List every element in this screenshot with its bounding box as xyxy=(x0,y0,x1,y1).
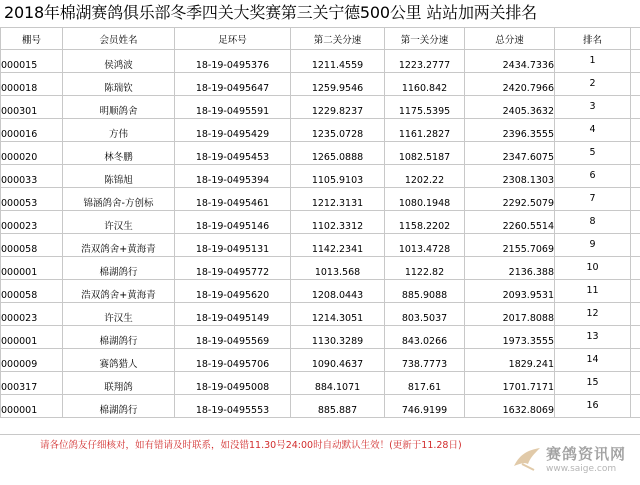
pigeon-logo-icon xyxy=(512,446,542,472)
empty-column-cell xyxy=(631,349,640,372)
cell-stage1-speed: 1223.2777 xyxy=(385,50,465,73)
empty-column-cell xyxy=(631,28,640,50)
cell-loft-no: 000053 xyxy=(1,188,63,211)
cell-stage1-speed: 843.0266 xyxy=(385,326,465,349)
empty-column-cell xyxy=(631,142,640,165)
cell-total-speed: 2405.3632 xyxy=(465,96,555,119)
cell-loft-no: 000317 xyxy=(1,372,63,395)
cell-total-speed: 2308.1303 xyxy=(465,165,555,188)
cell-stage1-speed: 803.5037 xyxy=(385,303,465,326)
cell-rank: 10 xyxy=(555,257,631,280)
cell-loft-no: 000001 xyxy=(1,257,63,280)
watermark xyxy=(512,443,626,474)
cell-stage1-speed: 1160.842 xyxy=(385,73,465,96)
column-header-member-name: 会员姓名 xyxy=(63,28,175,50)
cell-stage1-speed: 817.61 xyxy=(385,372,465,395)
empty-column-cell xyxy=(631,73,640,96)
cell-stage1-speed: 1202.22 xyxy=(385,165,465,188)
cell-total-speed: 1829.241 xyxy=(465,349,555,372)
cell-stage2-speed: 1105.9103 xyxy=(291,165,385,188)
cell-stage2-speed: 1212.3131 xyxy=(291,188,385,211)
cell-stage1-speed: 1013.4728 xyxy=(385,234,465,257)
cell-total-speed: 2017.8088 xyxy=(465,303,555,326)
cell-rank: 16 xyxy=(555,395,631,418)
cell-ring-no: 18-19-0495772 xyxy=(175,257,291,280)
table-row xyxy=(1,50,640,73)
cell-stage2-speed: 1229.8237 xyxy=(291,96,385,119)
cell-total-speed: 1632.8069 xyxy=(465,395,555,418)
cell-ring-no: 18-19-0495569 xyxy=(175,326,291,349)
column-header-total-speed: 总分速 xyxy=(465,28,555,50)
cell-total-speed: 2420.7966 xyxy=(465,73,555,96)
cell-total-speed: 2260.5514 xyxy=(465,211,555,234)
cell-rank: 9 xyxy=(555,234,631,257)
cell-ring-no: 18-19-0495461 xyxy=(175,188,291,211)
cell-member-name: 棉湖鸽行 xyxy=(63,257,175,280)
table-row xyxy=(1,73,640,96)
table-row xyxy=(1,372,640,395)
table-row xyxy=(1,188,640,211)
cell-total-speed: 2396.3555 xyxy=(465,119,555,142)
cell-rank: 4 xyxy=(555,119,631,142)
table-row xyxy=(1,303,640,326)
cell-ring-no: 18-19-0495131 xyxy=(175,234,291,257)
cell-stage1-speed: 1080.1948 xyxy=(385,188,465,211)
cell-member-name: 锦涵鸽舍-方创标 xyxy=(63,188,175,211)
table-row xyxy=(1,326,640,349)
cell-ring-no: 18-19-0495008 xyxy=(175,372,291,395)
cell-stage2-speed: 884.1071 xyxy=(291,372,385,395)
cell-total-speed: 2292.5079 xyxy=(465,188,555,211)
cell-stage2-speed: 1102.3312 xyxy=(291,211,385,234)
cell-stage2-speed: 1208.0443 xyxy=(291,280,385,303)
cell-stage1-speed: 746.9199 xyxy=(385,395,465,418)
column-header-stage1-speed: 第一关分速 xyxy=(385,28,465,50)
table-body xyxy=(1,50,640,418)
watermark-site-name: 赛鸽资讯网 xyxy=(546,443,626,464)
cell-member-name: 浩双鸽舍+黄海青 xyxy=(63,280,175,303)
cell-rank: 11 xyxy=(555,280,631,303)
cell-loft-no: 000033 xyxy=(1,165,63,188)
cell-stage2-speed: 1211.4559 xyxy=(291,50,385,73)
empty-column-cell xyxy=(631,303,640,326)
notice-area xyxy=(0,434,640,485)
cell-member-name: 陈锦旭 xyxy=(63,165,175,188)
cell-member-name: 许汉生 xyxy=(63,211,175,234)
cell-ring-no: 18-19-0495394 xyxy=(175,165,291,188)
table-row xyxy=(1,165,640,188)
cell-rank: 2 xyxy=(555,73,631,96)
cell-loft-no: 000301 xyxy=(1,96,63,119)
empty-column-cell xyxy=(631,257,640,280)
cell-stage1-speed: 1158.2202 xyxy=(385,211,465,234)
cell-loft-no: 000023 xyxy=(1,303,63,326)
empty-column-cell xyxy=(631,119,640,142)
cell-ring-no: 18-19-0495620 xyxy=(175,280,291,303)
cell-ring-no: 18-19-0495453 xyxy=(175,142,291,165)
cell-loft-no: 000058 xyxy=(1,234,63,257)
column-header-ring-no: 足环号 xyxy=(175,28,291,50)
cell-loft-no: 000020 xyxy=(1,142,63,165)
cell-total-speed: 2155.7069 xyxy=(465,234,555,257)
table-row xyxy=(1,257,640,280)
table-row xyxy=(1,142,640,165)
cell-member-name: 陈瑞钦 xyxy=(63,73,175,96)
empty-column-cell xyxy=(631,211,640,234)
cell-member-name: 明顺鸽舍 xyxy=(63,96,175,119)
empty-column-cell xyxy=(631,188,640,211)
cell-rank: 13 xyxy=(555,326,631,349)
cell-total-speed: 2093.9531 xyxy=(465,280,555,303)
cell-member-name: 棉湖鸽行 xyxy=(63,395,175,418)
cell-stage1-speed: 885.9088 xyxy=(385,280,465,303)
cell-ring-no: 18-19-0495553 xyxy=(175,395,291,418)
cell-rank: 15 xyxy=(555,372,631,395)
cell-rank: 5 xyxy=(555,142,631,165)
cell-rank: 3 xyxy=(555,96,631,119)
cell-stage2-speed: 1090.4637 xyxy=(291,349,385,372)
cell-rank: 1 xyxy=(555,50,631,73)
cell-stage2-speed: 1214.3051 xyxy=(291,303,385,326)
cell-total-speed: 2136.388 xyxy=(465,257,555,280)
cell-total-speed: 1701.7171 xyxy=(465,372,555,395)
table-row xyxy=(1,349,640,372)
cell-loft-no: 000058 xyxy=(1,280,63,303)
column-header-rank: 排名 xyxy=(555,28,631,50)
cell-member-name: 联翔鸽 xyxy=(63,372,175,395)
empty-column-cell xyxy=(631,395,640,418)
cell-member-name: 浩双鸽舍+黄海青 xyxy=(63,234,175,257)
table-row xyxy=(1,280,640,303)
cell-ring-no: 18-19-0495706 xyxy=(175,349,291,372)
table-row xyxy=(1,211,640,234)
cell-loft-no: 000023 xyxy=(1,211,63,234)
cell-total-speed: 2347.6075 xyxy=(465,142,555,165)
cell-rank: 8 xyxy=(555,211,631,234)
cell-member-name: 方伟 xyxy=(63,119,175,142)
cell-stage2-speed: 885.887 xyxy=(291,395,385,418)
cell-stage2-speed: 1259.9546 xyxy=(291,73,385,96)
cell-stage1-speed: 1122.82 xyxy=(385,257,465,280)
cell-stage1-speed: 1175.5395 xyxy=(385,96,465,119)
empty-column-cell xyxy=(631,280,640,303)
cell-member-name: 许汉生 xyxy=(63,303,175,326)
cell-ring-no: 18-19-0495376 xyxy=(175,50,291,73)
cell-ring-no: 18-19-0495647 xyxy=(175,73,291,96)
page-title: 2018年棉湖赛鸽俱乐部冬季四关大奖赛第三关宁德500公里 站站加两关排名 xyxy=(4,2,537,24)
cell-member-name: 棉湖鸽行 xyxy=(63,326,175,349)
cell-ring-no: 18-19-0495149 xyxy=(175,303,291,326)
column-header-loft-no: 棚号 xyxy=(1,28,63,50)
cell-loft-no: 000001 xyxy=(1,326,63,349)
empty-column-cell xyxy=(631,326,640,349)
cell-ring-no: 18-19-0495429 xyxy=(175,119,291,142)
cell-loft-no: 000018 xyxy=(1,73,63,96)
table-row xyxy=(1,119,640,142)
table-row xyxy=(1,395,640,418)
cell-rank: 12 xyxy=(555,303,631,326)
empty-column-cell xyxy=(631,234,640,257)
empty-column-cell xyxy=(631,96,640,119)
table-row xyxy=(1,234,640,257)
column-header-stage2-speed: 第二关分速 xyxy=(291,28,385,50)
cell-ring-no: 18-19-0495591 xyxy=(175,96,291,119)
cell-ring-no: 18-19-0495146 xyxy=(175,211,291,234)
cell-rank: 7 xyxy=(555,188,631,211)
cell-loft-no: 000015 xyxy=(1,50,63,73)
cell-stage2-speed: 1013.568 xyxy=(291,257,385,280)
cell-stage1-speed: 738.7773 xyxy=(385,349,465,372)
watermark-url: www.saige.com xyxy=(546,464,616,474)
cell-member-name: 林冬鹏 xyxy=(63,142,175,165)
table-row xyxy=(1,96,640,119)
cell-loft-no: 000009 xyxy=(1,349,63,372)
ranking-table xyxy=(0,27,640,418)
empty-column-cell xyxy=(631,50,640,73)
cell-loft-no: 000016 xyxy=(1,119,63,142)
cell-member-name: 侯鸿波 xyxy=(63,50,175,73)
cell-rank: 6 xyxy=(555,165,631,188)
cell-stage1-speed: 1161.2827 xyxy=(385,119,465,142)
cell-stage2-speed: 1142.2341 xyxy=(291,234,385,257)
cell-stage2-speed: 1265.0888 xyxy=(291,142,385,165)
cell-stage1-speed: 1082.5187 xyxy=(385,142,465,165)
cell-loft-no: 000001 xyxy=(1,395,63,418)
table-header-row xyxy=(1,28,640,50)
cell-rank: 14 xyxy=(555,349,631,372)
cell-stage2-speed: 1130.3289 xyxy=(291,326,385,349)
cell-total-speed: 2434.7336 xyxy=(465,50,555,73)
notice-text: 请各位鸽友仔细核对，如有错请及时联系，如没错11.30号24:00时自动默认生效！(更新于11.28日) xyxy=(40,437,462,451)
empty-column-cell xyxy=(631,372,640,395)
cell-member-name: 赛鸽猎人 xyxy=(63,349,175,372)
cell-total-speed: 1973.3555 xyxy=(465,326,555,349)
empty-column-cell xyxy=(631,165,640,188)
cell-stage2-speed: 1235.0728 xyxy=(291,119,385,142)
